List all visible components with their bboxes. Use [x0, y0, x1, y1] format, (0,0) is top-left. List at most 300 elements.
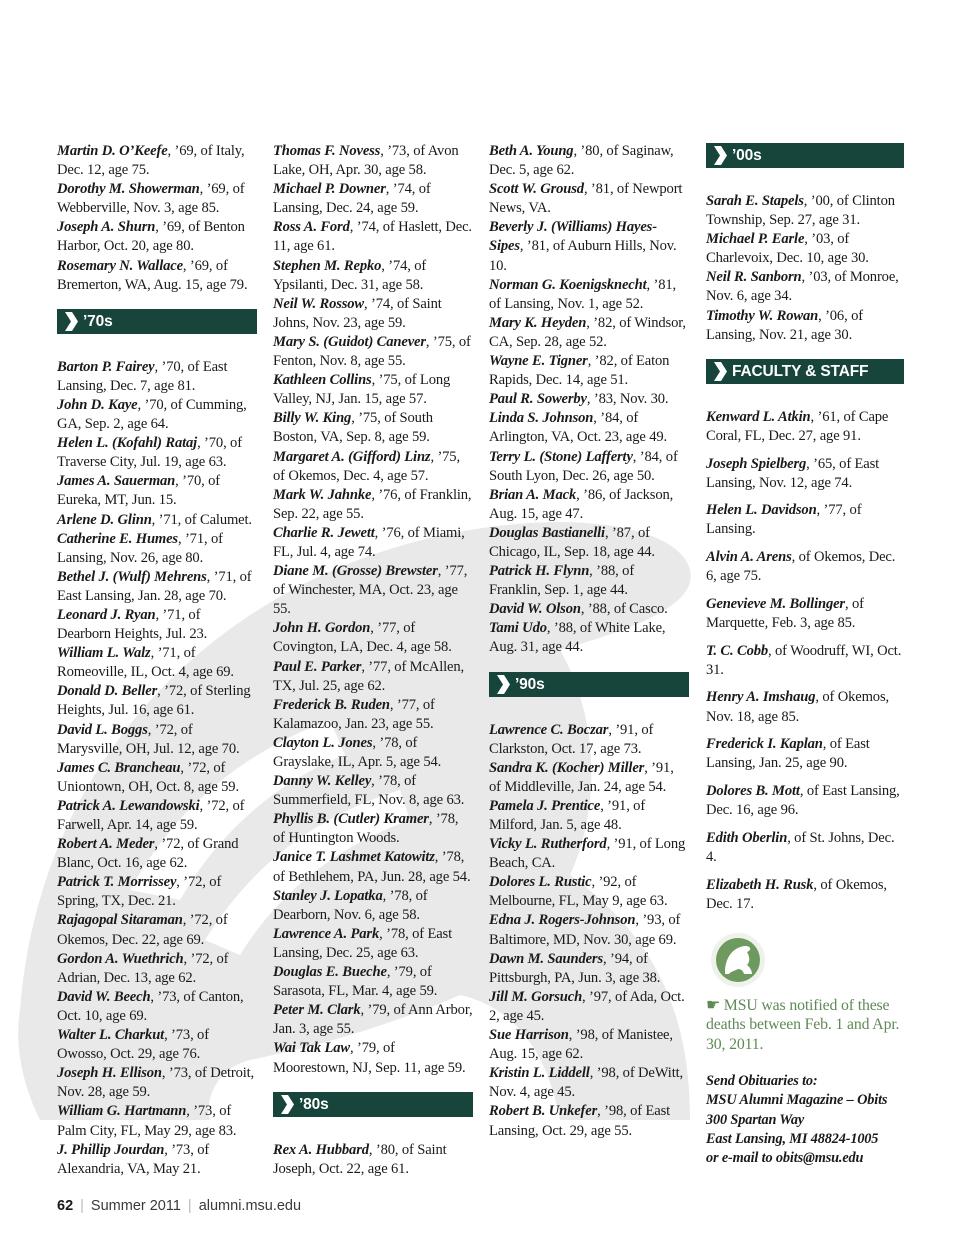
person-name: Rajagopal Sitaraman	[57, 912, 183, 929]
obituary-details: , ’72, of Marysville, OH, Jul. 12, age 70.	[57, 721, 240, 757]
obituary-details: , ’82, of Windsor, CA, Sep. 28, age 52.	[489, 314, 686, 350]
person-name: Douglas E. Bueche	[273, 964, 387, 981]
obituary-entry	[57, 835, 257, 873]
obituary-details: , ’72, of Grand Blanc, Oct. 16, age 62.	[57, 836, 239, 872]
person-name: Jill M. Gorsuch	[489, 988, 583, 1005]
section-header-80s	[273, 1092, 473, 1117]
obituary-details: , ’72, of Sterling Heights, Jul. 16, age 61.	[57, 683, 251, 719]
person-name: Robert A. Meder	[57, 836, 155, 853]
obituary-entry	[489, 218, 689, 275]
column-2	[273, 142, 473, 1179]
person-name: Catherine E. Humes	[57, 530, 178, 547]
obituary-entry	[489, 988, 689, 1026]
person-name: Michael P. Downer	[273, 181, 386, 198]
obituary-details: , ’79, of Moorestown, NJ, Sep. 11, age 59.	[273, 1040, 466, 1076]
person-name: Dawn M. Saunders	[489, 950, 603, 967]
obituary-details: , of St. Johns, Dec. 4.	[706, 829, 895, 865]
obituary-entry	[489, 314, 689, 352]
obituary-details: , ’74, of Haslett, Dec. 11, age 61.	[273, 219, 472, 255]
person-name: Mark W. Jahnke	[273, 486, 372, 503]
obituary-entry	[489, 142, 689, 180]
obituary-entry	[489, 873, 689, 911]
obituary-details: , ’75, of Long Valley, NJ, Jan. 15, age 57.	[273, 372, 451, 408]
obituary-entry	[57, 721, 257, 759]
obituary-entry	[706, 782, 904, 820]
person-name: Donald D. Beller	[57, 683, 158, 700]
obituary-details: , ’91, of Clarkston, Oct. 17, age 73.	[489, 721, 654, 757]
obituary-details: , ’81, of Auburn Hills, Nov. 10.	[489, 238, 677, 274]
obituary-details: , ’75, of Okemos, Dec. 4, age 57.	[273, 448, 460, 484]
obituary-entry	[489, 409, 689, 447]
obituary-details: , ’83, Nov. 30.	[586, 391, 669, 408]
obituary-list-1960s	[57, 142, 257, 295]
person-name: Sarah E. Stapels	[706, 193, 804, 209]
person-name: Neil W. Rossow	[273, 295, 365, 312]
obituary-entry	[57, 1064, 257, 1102]
person-name: Lawrence C. Boczar	[489, 721, 609, 738]
spartan-helmet-icon	[710, 932, 766, 988]
obituary-details: , ’61, of Cape Coral, FL, Dec. 27, age 91.	[706, 408, 889, 444]
obituary-details: , ’69, of Benton Harbor, Oct. 20, age 80.	[57, 219, 245, 255]
person-name: Stephen M. Repko	[273, 257, 382, 274]
obituary-entry	[57, 988, 257, 1026]
person-name: Beth A. Young	[489, 143, 574, 159]
person-name: Gordon A. Wuethrich	[57, 950, 184, 967]
obituary-details: , ’74, of Saint Johns, Nov. 23, age 59.	[273, 295, 442, 331]
person-name: Barton P. Fairey	[57, 358, 155, 375]
obituary-details: , ’78, of Dearborn, Nov. 6, age 58.	[273, 887, 428, 923]
person-name: James A. Sauerman	[57, 473, 176, 490]
person-name: Tami Udo	[489, 620, 547, 637]
obituary-details: , ’74, of Ypsilanti, Dec. 31, age 58.	[273, 257, 427, 293]
person-name: William G. Hartmann	[57, 1103, 187, 1120]
obituary-details: , ’91, of Middleville, Jan. 24, age 54.	[489, 759, 674, 795]
obituary-details: , ’65, of East Lansing, Nov. 12, age 74.	[706, 455, 880, 491]
person-name: Joseph H. Ellison	[57, 1065, 162, 1082]
footer-separator: |	[80, 1198, 84, 1214]
person-name: Robert B. Unkefer	[489, 1103, 598, 1120]
person-name: Scott W. Grousd	[489, 181, 584, 198]
obituary-details: , ’78, of Bethlehem, PA, Jun. 28, age 54.	[273, 849, 471, 885]
obituary-details: , ’78, of Summerfield, FL, Nov. 8, age 63.	[273, 773, 465, 809]
person-name: Paul R. Sowerby	[489, 391, 587, 408]
obituary-details: , of East Lansing, Jan. 25, age 90.	[706, 736, 870, 772]
obituary-details: , ’69, of Italy, Dec. 12, age 75.	[57, 143, 245, 179]
person-name: Frederick B. Ruden	[273, 696, 390, 713]
section-label: ’80s	[299, 1095, 329, 1113]
person-name: William L. Walz	[57, 645, 151, 662]
obituary-details: , ’71, of Lansing, Nov. 26, age 80.	[57, 530, 223, 566]
obituary-list-1980s	[273, 1141, 473, 1179]
footer-separator: |	[187, 1198, 192, 1214]
send-line: 300 Spartan Way	[706, 1111, 805, 1128]
obituary-entry	[273, 524, 473, 562]
person-name: Vicky L. Rutherford	[489, 836, 607, 853]
obituary-details: , ’97, of Ada, Oct. 2, age 45.	[489, 988, 685, 1024]
chevron-right-icon	[63, 311, 79, 332]
obituary-entry	[273, 658, 473, 696]
obituary-entry	[273, 142, 473, 180]
person-name: John H. Gordon	[273, 620, 371, 637]
obituary-entry	[57, 682, 257, 720]
obituary-entry	[273, 963, 473, 1001]
obituary-entry	[489, 911, 689, 949]
obituary-entry	[489, 600, 689, 619]
person-name: Sue Harrison	[489, 1027, 569, 1044]
obituary-details: , ’78, of Huntington Woods.	[273, 811, 459, 847]
person-name: Paul E. Parker	[273, 658, 362, 675]
obituary-entry	[706, 455, 904, 493]
obituary-entry	[57, 358, 257, 396]
obituary-details: , ’80, of Saginaw, Dec. 5, age 62.	[489, 143, 674, 179]
obituary-entry	[273, 486, 473, 524]
person-name: Helen L. (Kofahl) Rataj	[57, 435, 198, 452]
obituary-details: , ’73, of Palm City, FL, May 29, age 83.	[57, 1103, 237, 1139]
obituary-entry	[273, 925, 473, 963]
obituary-entry	[489, 390, 689, 409]
obituary-entry	[489, 721, 689, 759]
obituary-entry	[489, 276, 689, 314]
obituary-entry	[706, 268, 904, 306]
obituary-details: , ’77, of McAllen, TX, Jul. 25, age 62.	[273, 658, 464, 694]
obituary-entry	[706, 230, 904, 268]
obituary-list-1990s	[489, 721, 689, 1141]
obituary-entry	[57, 1141, 257, 1179]
obituary-details: , ’69, of Bremerton, WA, Aug. 15, age 79.	[57, 257, 248, 293]
person-name: Kathleen Collins	[273, 372, 372, 389]
column-1	[57, 142, 257, 1179]
obituary-entry	[57, 142, 257, 180]
obituary-details: , ’88, of Casco.	[580, 601, 668, 618]
obituary-details: , ’98, of East Lansing, Oct. 29, age 55.	[489, 1103, 671, 1139]
obituary-entry	[489, 759, 689, 797]
person-name: Patrick T. Morrissey	[57, 874, 177, 891]
obituary-entry	[273, 295, 473, 333]
chevron-right-icon	[712, 361, 728, 382]
obituary-entry	[57, 873, 257, 911]
person-name: Ross A. Ford	[273, 219, 350, 236]
obituary-list-1970s-continued	[273, 142, 473, 1078]
page-footer	[57, 1198, 301, 1214]
obituary-details: , ’84, of Arlington, VA, Oct. 23, age 49.	[489, 410, 668, 446]
person-name: Rosemary N. Wallace	[57, 257, 183, 274]
person-name: Dolores L. Rustic	[489, 874, 592, 891]
obituary-list-faculty-staff	[706, 408, 904, 914]
person-name: T. C. Cobb	[706, 642, 769, 659]
obituary-details: , ’79, of Sarasota, FL, Mar. 4, age 59.	[273, 964, 438, 1000]
obituary-details: , ’98, of Manistee, Aug. 15, age 62.	[489, 1027, 673, 1063]
obituary-details: , ’71, of Calumet.	[151, 511, 252, 528]
person-name: Pamela J. Prentice	[489, 797, 601, 814]
obituary-details: , ’72, of Farwell, Apr. 14, age 59.	[57, 797, 245, 833]
obituary-details: , ’73, of Owosso, Oct. 29, age 76.	[57, 1027, 209, 1063]
obituary-entry	[57, 218, 257, 256]
obituary-list-2000s	[706, 192, 904, 345]
section-header-90s	[489, 672, 689, 697]
obituary-details: , ’00, of Clinton Township, Sep. 27, age 31.	[706, 193, 895, 229]
obituary-entry	[706, 408, 904, 446]
obituary-entry	[489, 562, 689, 600]
obituary-entry	[57, 759, 257, 797]
person-name: James C. Brancheau	[57, 759, 181, 776]
person-name: Peter M. Clark	[273, 1002, 361, 1019]
section-label: FACULTY & STAFF	[732, 362, 869, 380]
obituary-details: , ’82, of Eaton Rapids, Dec. 14, age 51.	[489, 353, 670, 389]
obituary-entry	[273, 333, 473, 371]
notification-notice	[706, 932, 904, 1055]
page-number: 62	[57, 1198, 74, 1214]
obituary-entry	[273, 696, 473, 734]
person-name: Danny W. Kelley	[273, 773, 372, 790]
obituary-entry	[57, 472, 257, 510]
obituary-entry	[273, 734, 473, 772]
column-4	[706, 142, 904, 1168]
person-name: Joseph Spielberg	[706, 455, 807, 472]
website-link[interactable]: alumni.msu.edu	[198, 1198, 302, 1214]
issue-label: Summer 2011	[90, 1198, 181, 1214]
obituary-list-1980s-continued	[489, 142, 689, 658]
send-line: East Lansing, MI 48824-1005	[706, 1130, 879, 1147]
obituary-details: , ’81, of Lansing, Nov. 1, age 52.	[489, 276, 677, 312]
obituary-details: , ’88, of Franklin, Sep. 1, age 44.	[489, 563, 635, 599]
obituary-details: , of Okemos, Nov. 18, age 85.	[706, 689, 889, 725]
obituary-details: , ’88, of White Lake, Aug. 31, age 44.	[489, 620, 666, 656]
obituary-details: , ’91, of Milford, Jan. 5, age 48.	[489, 797, 646, 833]
obituary-entry	[706, 501, 904, 539]
obituary-entry	[489, 180, 689, 218]
obituary-details: , ’69, of Webberville, Nov. 3, age 85.	[57, 181, 245, 217]
person-name: Kenward L. Atkin	[706, 408, 811, 425]
obituary-entry	[57, 530, 257, 568]
person-name: John D. Kaye	[57, 396, 138, 413]
obituary-entry	[57, 511, 257, 530]
obituary-entry	[489, 524, 689, 562]
obituary-entry	[273, 1001, 473, 1039]
obituary-entry	[489, 1026, 689, 1064]
person-name: Edith Oberlin	[706, 829, 788, 846]
person-name: Walter L. Charkut	[57, 1027, 165, 1044]
obituary-entry	[273, 257, 473, 295]
obituary-entry	[489, 448, 689, 486]
person-name: Michael P. Earle	[706, 231, 805, 248]
obituary-entry	[273, 180, 473, 218]
obituary-entry	[273, 810, 473, 848]
person-name: Joseph A. Shurn	[57, 219, 156, 236]
person-name: Rex A. Hubbard	[273, 1141, 369, 1158]
obituary-entry	[273, 218, 473, 256]
person-name: David L. Boggs	[57, 721, 148, 738]
person-name: Martin D. O’Keefe	[57, 143, 168, 159]
obituary-entry	[706, 548, 904, 586]
person-name: Brian A. Mack	[489, 486, 577, 503]
obituary-details: , ’73, of Detroit, Nov. 28, age 59.	[57, 1065, 255, 1101]
person-name: Timothy W. Rowan	[706, 307, 819, 324]
section-header-00s	[706, 143, 904, 168]
section-label: ’90s	[515, 675, 545, 693]
person-name: Margaret A. (Gifford) Linz	[273, 448, 431, 465]
person-name: Douglas Bastianelli	[489, 524, 605, 541]
person-name: Phyllis B. (Cutler) Kramer	[273, 811, 429, 828]
person-name: Charlie R. Jewett	[273, 524, 375, 541]
section-label: ’00s	[732, 147, 762, 164]
obituary-entry	[706, 688, 904, 726]
person-name: Frederick I. Kaplan	[706, 736, 823, 753]
send-line[interactable]: or e-mail to obits@msu.edu	[706, 1150, 864, 1167]
obituary-details: , ’03, of Monroe, Nov. 6, age 34.	[706, 269, 899, 305]
obituary-details: , ’73, of Avon Lake, OH, Apr. 30, age 58.	[273, 143, 459, 179]
obituary-details: , ’76, of Franklin, Sep. 22, age 55.	[273, 486, 472, 522]
obituary-entry	[57, 797, 257, 835]
person-name: Dorothy M. Showerman	[57, 181, 200, 198]
person-name: Sandra K. (Kocher) Miller	[489, 759, 645, 776]
obituary-details: , ’93, of Baltimore, MD, Nov. 30, age 69.	[489, 912, 681, 948]
obituary-entry	[57, 606, 257, 644]
person-name: Neil R. Sanborn	[706, 269, 802, 286]
person-name: Elizabeth H. Rusk	[706, 876, 814, 893]
section-header-faculty-staff	[706, 359, 904, 384]
obituary-details: , ’72, of Adrian, Dec. 13, age 62.	[57, 950, 229, 986]
obituary-details: , ’03, of Charlevoix, Dec. 10, age 30.	[706, 231, 869, 267]
section-label: ’70s	[83, 312, 113, 330]
person-name: David W. Olson	[489, 601, 581, 618]
person-name: Mary S. (Guidot) Canever	[273, 333, 426, 350]
obituary-details: , ’80, of Saint Joseph, Oct. 22, age 61.	[273, 1141, 447, 1177]
obituary-details: , ’79, of Ann Arbor, Jan. 3, age 55.	[273, 1002, 473, 1038]
obituary-details: , of Okemos, Dec. 17.	[706, 876, 887, 912]
obituary-details: , ’94, of Pittsburgh, PA, Jun. 3, age 38.	[489, 950, 661, 986]
person-name: Thomas F. Novess	[273, 143, 381, 159]
obituary-entry	[273, 1039, 473, 1077]
obituary-details: , ’70, of Cumming, GA, Sep. 2, age 64.	[57, 396, 247, 433]
obituary-details: , ’91, of Long Beach, CA.	[489, 836, 686, 872]
obituary-details: , ’73, of Alexandria, VA, May 21.	[57, 1141, 210, 1177]
person-name: Patrick A. Lewandowski	[57, 797, 200, 814]
obituary-details: , of Okemos, Dec. 6, age 75.	[706, 549, 896, 585]
obituary-entry	[706, 829, 904, 867]
person-name: Henry A. Imshaug	[706, 689, 816, 706]
person-name: Terry L. (Stone) Lafferty	[489, 448, 633, 465]
obituary-entry	[57, 180, 257, 218]
obituary-entry	[489, 1102, 689, 1140]
person-name: Patrick H. Flynn	[489, 563, 590, 580]
obituary-entry	[57, 644, 257, 682]
person-name: Genevieve M. Bollinger	[706, 595, 845, 612]
obituary-details: , ’72, of Spring, TX, Dec. 21.	[57, 874, 222, 910]
obituary-details: , ’71, of East Lansing, Jan. 28, age 70.	[57, 568, 252, 604]
section-header-70s	[57, 309, 257, 334]
obituary-entry	[57, 257, 257, 295]
person-name: David W. Beech	[57, 988, 151, 1005]
obituary-entry	[57, 434, 257, 472]
obituary-entry	[57, 1102, 257, 1140]
obituary-entry	[489, 1064, 689, 1102]
obituary-entry	[706, 642, 904, 680]
obituary-entry	[273, 848, 473, 886]
person-name: Edna J. Rogers-Johnson	[489, 912, 636, 929]
obituary-details: , ’71, of Romeoville, IL, Oct. 4, age 69.	[57, 645, 234, 681]
obituary-entry	[273, 448, 473, 486]
obituary-details: , ’77, of Lansing.	[706, 502, 862, 538]
notified-text: ☛ MSU was notified of these deaths between Feb. 1 and Apr. 30, 2011.	[706, 996, 900, 1053]
obituary-entry	[489, 352, 689, 390]
obituary-details: , ’98, of DeWitt, Nov. 4, age 45.	[489, 1065, 684, 1101]
obituary-details: , ’81, of Newport News, VA.	[489, 181, 683, 217]
obituary-details: , ’72, of Uniontown, OH, Oct. 8, age 59.	[57, 759, 239, 795]
obituary-entry	[57, 950, 257, 988]
person-name: Linda S. Johnson	[489, 410, 594, 427]
obituary-details: , ’75, of South Boston, VA, Sep. 8, age 59.	[273, 410, 433, 446]
obituary-entry	[489, 486, 689, 524]
chevron-right-icon	[712, 145, 728, 166]
obituary-entry	[57, 568, 257, 606]
person-name: Helen L. Davidson	[706, 502, 817, 519]
send-obituaries-block	[706, 1072, 904, 1168]
obituary-entry	[273, 371, 473, 409]
obituary-entry	[706, 192, 904, 230]
person-name: Billy W. King	[273, 410, 352, 427]
obituary-details: , ’87, of Chicago, IL, Sep. 18, age 44.	[489, 524, 655, 560]
person-name: Kristin L. Liddell	[489, 1065, 590, 1082]
obituary-entry	[489, 835, 689, 873]
person-name: Leonard J. Ryan	[57, 606, 156, 623]
person-name: Stanley J. Lopatka	[273, 887, 383, 904]
obituary-details: , ’86, of Jackson, Aug. 15, age 47.	[489, 486, 674, 522]
chevron-right-icon	[279, 1094, 295, 1115]
person-name: Wai Tak Law	[273, 1040, 351, 1057]
obituary-entry	[489, 950, 689, 988]
person-name: J. Phillip Jourdan	[57, 1141, 165, 1158]
obituary-details: , ’75, of Fenton, Nov. 8, age 55.	[273, 333, 471, 370]
person-name: Beverly J. (Williams) Hayes-Sipes	[489, 219, 657, 255]
obituary-entry	[706, 595, 904, 633]
person-name: Norman G. Koenigsknecht	[489, 276, 647, 293]
obituary-details: , ’84, of South Lyon, Dec. 26, age 50.	[489, 448, 678, 484]
person-name: Clayton L. Jones	[273, 734, 373, 751]
obituary-entry	[273, 619, 473, 657]
person-name: Lawrence A. Park	[273, 925, 380, 942]
obituary-entry	[273, 409, 473, 447]
person-name: Arlene D. Glinn	[57, 511, 152, 528]
obituary-details: , of Woodruff, WI, Oct. 31.	[706, 642, 902, 678]
obituary-entry	[273, 1141, 473, 1179]
obituary-entry	[57, 1026, 257, 1064]
obituary-details: , ’72, of Okemos, Dec. 22, age 69.	[57, 912, 228, 948]
obituary-list-1970s	[57, 358, 257, 1179]
send-line: MSU Alumni Magazine – Obits	[706, 1092, 888, 1109]
obituary-details: , ’78, of Grayslake, IL, Apr. 5, age 54.	[273, 734, 442, 770]
person-name: Dolores B. Mott	[706, 783, 800, 799]
obituary-details: , ’92, of Melbourne, FL, May 9, age 63.	[489, 874, 668, 910]
obituary-details: , ’77, of Covington, LA, Dec. 4, age 58.	[273, 620, 452, 656]
obituary-entry	[706, 307, 904, 345]
obituary-details: , ’73, of Canton, Oct. 10, age 69.	[57, 988, 244, 1024]
obituary-details: , ’71, of Dearborn Heights, Jul. 23.	[57, 606, 208, 643]
obituary-details: , ’06, of Lansing, Nov. 21, age 30.	[706, 307, 863, 343]
obituary-details: , ’77, of Kalamazoo, Jan. 23, age 55.	[273, 696, 435, 732]
send-line: Send Obituaries to:	[706, 1073, 818, 1090]
obituary-details: , ’77, of Winchester, MA, Oct. 23, age 55.	[273, 563, 468, 618]
person-name: Alvin A. Arens	[706, 549, 792, 566]
obituary-entry	[57, 911, 257, 949]
obituary-entry	[273, 772, 473, 810]
obituary-entry	[489, 797, 689, 835]
obituary-details: , ’70, of Eureka, MT, Jun. 15.	[57, 473, 220, 509]
obituary-entry	[273, 562, 473, 619]
obituary-entry	[57, 396, 257, 434]
obituary-entry	[489, 619, 689, 657]
person-name: Diane M. (Grosse) Brewster	[273, 563, 438, 580]
person-name: Wayne E. Tigner	[489, 353, 588, 370]
